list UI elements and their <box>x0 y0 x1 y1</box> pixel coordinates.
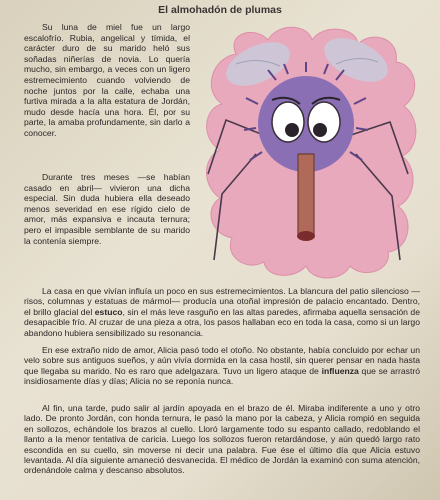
paragraph-5-text: Al fin, una tarde, pudo salir al jardín apoyada en el brazo de él. Miraba indiferente a uno y otro lado. De pronto Jordán, con honda ternura, le pasó la mano por la cabeza, y Alicia rompió en seguida en sollozos, echándole los brazos al cuello. Lloró largamente todo su espanto callado, redoblando el llanto a la menor tentativa de caricia. Luego los sollozos fueron retardándose, y aún quedó largo rato escondida en su cuello, sin moverse ni decir una palabra. Fue ése el último día que Alicia estuvo levantada. Al día siguiente amaneció desvanecida. El médico de Jordán la examinó con suma atención, ordenándole calma y descanso absolutos. <box>24 403 420 476</box>
paragraph-4-bold-term: influenza <box>321 365 359 376</box>
paragraph-4 <box>24 345 420 387</box>
paragraph-4-part-a: En ese extraño nido de amor, Alicia pasó todo el otoño. No obstante, había concluido por echar un velo sobre sus antiguos sueños, y aún vivía dormida en la casa hostil, sin querer pensar en nada hasta que llegaba su marido. No es raro que adelgazara. Tuvo un ligero ataque de <box>24 345 420 376</box>
paragraph-3-part-b: , sin el más leve rasguño en las altas paredes, afirmaba aquella sensación de desapacible frío. Al cruzar de una pieza a otra, los pasos hallaban eco en toda la casa, como si un largo abandono hubiera sensibilizado su resonancia. <box>24 306 420 338</box>
paragraph-2-text: Durante tres meses —se habían casado en abril— vivieron una dicha especial. Sin duda hubiera ella deseado menos severidad en ese rígido cielo de amor, más expansiva e incauta ternura; pero el impasible semblante de su marido la contenía siempre. <box>24 172 190 246</box>
paragraph-5 <box>24 403 420 476</box>
paragraph-1 <box>24 22 190 139</box>
proboscis <box>297 154 315 241</box>
paragraph-4-part-b: que se arrastró insidiosamente días y días; Alicia no se reponía nunca. <box>24 365 421 387</box>
mosquito-creature-icon <box>196 24 420 279</box>
paragraph-3 <box>24 286 420 338</box>
paragraph-4-text <box>24 345 420 387</box>
paragraph-1-text: Su luna de miel fue un largo escalofrío. Rubia, angelical y tímida, el carácter duro de su marido heló sus soñadas niñerías de novia. Lo quería mucho, sin embargo, a veces con un ligero estremecimiento cuando volviendo de noche juntos por la calle, echaba una furtiva mirada a la alta estatura de Jordán, mudo desde hacía una hora. Él, por su parte, la amaba profundamente, sin darlo a conocer. <box>24 22 190 138</box>
paragraph-2 <box>24 172 190 246</box>
page-title: El almohadón de plumas <box>158 4 282 16</box>
paragraph-3-bold-term: estuco <box>94 306 123 317</box>
paragraph-3-text <box>24 286 420 338</box>
paragraph-3-part-a: La casa en que vivían influía un poco en sus estremecimientos. La blancura del patio silencioso —risos, columnas y estatuas de mármol— producía una otoñal impresión de palacio encantado. Dentro, el brillo glacial del <box>24 286 420 317</box>
